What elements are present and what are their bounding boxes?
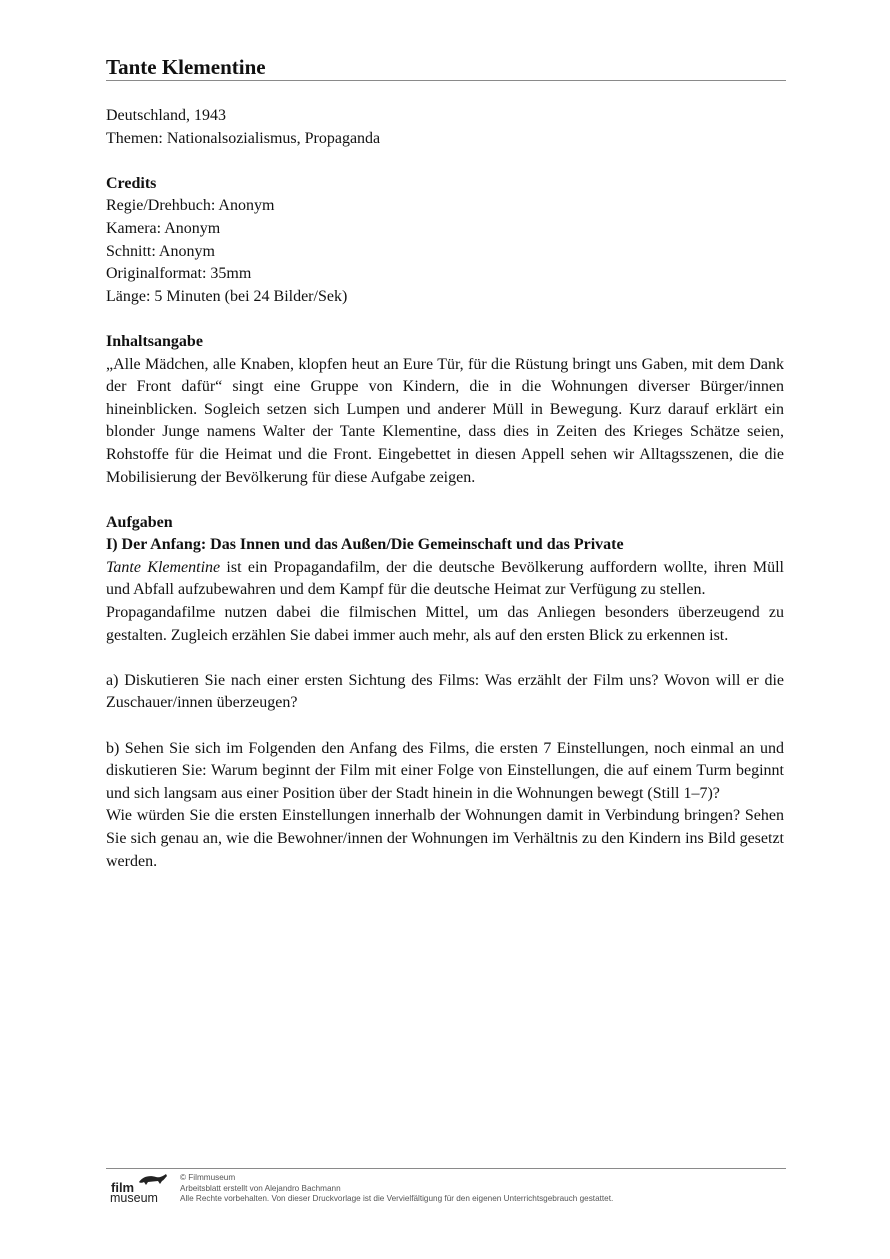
film-title-italic: Tante Klementine <box>106 558 221 576</box>
credit-line: Regie/Drehbuch: Anonym <box>106 197 275 215</box>
title-divider <box>106 80 786 81</box>
summary-heading: Inhaltsangabe <box>106 332 203 350</box>
footer-author: Arbeitsblatt erstellt von Alejandro Bachmann <box>180 1183 341 1193</box>
main-content <box>106 105 784 873</box>
task-b: b) Sehen Sie sich im Folgenden den Anfang des Films, die ersten 7 Einstellungen, noch einmal an und diskutieren Sie: Warum beginnt der Film mit einer Folge von Einstellungen, die auf einem Turm beginnt und sich langsam aus einer Position über der Stadt hinein in die Wohnungen bewegt (Still 1–7)? <box>106 739 784 802</box>
summary-text: „Alle Mädchen, alle Knaben, klopfen heut an Eure Tür, für die Rüstung bringt uns Gaben, mit dem Dank der Front dafür“ singt eine Gruppe von Kindern, die in die Wohnungen diverser Bürger/innen hineinblicken. Sogleich setzen sich Lumpen und anderer Müll in Bewegung. Kurz darauf erklärt ein blonder Junge namens Walter der Tante Klementine, dass dies in Zeiten des Krieges Schätze seien, Rohstoffe für die Heimat und die Front. Eingebettet in diesen Appell sehen wir Alltagsszenen, die die Mobilisierung der Bevölkerung für diese Aufgabe zeigen. <box>106 355 784 486</box>
task-intro-paragraph <box>106 557 784 602</box>
credit-line: Länge: 5 Minuten (bei 24 Bilder/Sek) <box>106 287 348 305</box>
credit-line: Originalformat: 35mm <box>106 265 252 283</box>
credits-heading: Credits <box>106 174 157 192</box>
logo-animal-icon <box>138 1172 168 1186</box>
footer-copyright: © Filmmuseum <box>180 1173 236 1182</box>
footer-rights: Alle Rechte vorbehalten. Von dieser Druckvorlage ist die Vervielfältigung für den eigenen Unterrichtsgebrauch gestattet. <box>180 1194 614 1204</box>
credit-line: Kamera: Anonym <box>106 219 221 237</box>
task-b-continued: Wie würden Sie die ersten Einstellungen innerhalb der Wohnungen damit in Verbindung bringen? Sehen Sie sich genau an, wie die Bewohner/innen der Wohnungen im Verhältnis zu den Kindern ins Bild gesetzt werden. <box>106 807 784 870</box>
section-title: I) Der Anfang: Das Innen und das Außen/Die Gemeinschaft und das Private <box>106 536 624 554</box>
tasks-heading: Aufgaben <box>106 513 173 531</box>
propaganda-paragraph: Propagandafilme nutzen dabei die filmischen Mittel, um das Anliegen besonders überzeugend zu gestalten. Zugleich erzählen Sie dabei immer auch mehr, als auf den ersten Blick zu erkennen ist. <box>106 604 784 644</box>
credit-line: Schnitt: Anonym <box>106 242 215 260</box>
country-year: Deutschland, 1943 <box>106 107 226 124</box>
task-a: a) Diskutieren Sie nach einer ersten Sichtung des Films: Was erzählt der Film uns? Wovon will er die Zuschauer/innen überzeugen? <box>106 671 784 712</box>
footer-text <box>180 1173 613 1205</box>
task-intro-text: ist ein Propagandafilm, der die deutsche Bevölkerung auffordern wollte, ihren Müll und Abfall aufzubewahren und dem Kampf für die deutsche Heimat zur Verfügung zu stellen. <box>106 558 785 599</box>
footer-divider <box>106 1168 786 1169</box>
page-title: Tante Klementine <box>106 55 266 79</box>
themes: Themen: Nationalsozialismus, Propaganda <box>106 129 381 147</box>
logo-word-museum: museum <box>110 1191 158 1205</box>
filmmuseum-logo <box>108 1172 170 1208</box>
logo-word-film: film <box>111 1180 135 1195</box>
